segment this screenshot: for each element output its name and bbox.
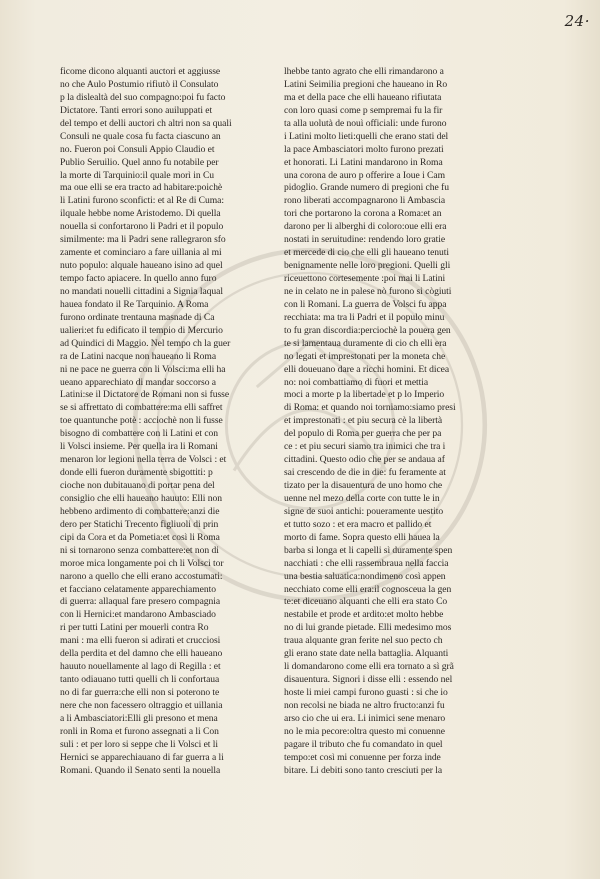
text-line: nestabile et prode et ardito:et molto hebbe (284, 609, 444, 621)
text-line: disauentura. Signori i disse elli : essendo nel (284, 674, 453, 686)
text-line: consiglio che elli haueano hauuto: Elli non (60, 492, 222, 504)
text-line: rono liberati accompagnarono li Ambascia (284, 195, 446, 207)
text-line: con li Romani. La guerra de Volsci fu appa (284, 298, 447, 310)
text-line: no le mia pecore:oltra questo mi conuenne (284, 725, 445, 737)
text-line: ad Quindici di Maggio. Nel tempo ch la guer (60, 337, 231, 349)
text-line: a li Ambasciatori:Elli gli presono et mena (60, 712, 218, 724)
text-line: del tempo et delli auctori ch altri non sa quali (60, 117, 232, 129)
text-line: no di far guerra:che elli non si poterono te (60, 687, 220, 698)
text-line: cioche non dubitauano di portar pena del (60, 480, 215, 491)
text-line: pidoglio. Grande numero di pregioni che fu (284, 182, 449, 194)
text-line: bitare. Li debiti sono tanto cresciuti per la (284, 764, 443, 776)
text-line: gli erano state date nella battaglia. Alquanti (284, 648, 449, 660)
text-line: ueano apparechiato di mandar soccorso a (60, 376, 217, 388)
text-line: p la dislealtà del suo compagno:poi fu facto (60, 91, 226, 103)
text-line: no mandati nouelli cittadini a Signia laqual (60, 285, 223, 297)
text-line: ilquale hebbe nome Aristodemo. Di quella (60, 208, 221, 220)
text-line: non recolsi ne biada ne altro fructo:anzi fu (284, 699, 445, 711)
text-line: li Latini furono sconficti: et al Re di Cuma: (60, 195, 225, 207)
text-line: nacchiati : che elli rassembraua nella faccia (284, 557, 449, 569)
text-line: ra de Latini nacque non haueano li Roma (60, 350, 217, 362)
text-line: necchiato come elli era:il cognosceua la gen (284, 583, 452, 595)
text-line: tempo facto apiacere. In quello anno furo (60, 273, 217, 284)
text-column-left (60, 66, 260, 778)
text-line: no: noi combattiamo di fuori et mettia (284, 376, 429, 388)
text-line: li Volsci insieme. Per quella ira li Romani (60, 441, 218, 453)
text-line: nouella si confortarono li Padri et il populo (60, 221, 224, 233)
text-line: la morte di Tarquinio:il quale morì in Cu (60, 169, 215, 181)
text-line: Romani. Quando il Senato senti la nouella (60, 764, 221, 776)
text-line: Dictatore. Tanti errori sono auiluppati et (60, 104, 213, 116)
text-line: li domandarono come elli era tornato a sì grã (284, 661, 454, 673)
text-line: morto di fame. Sopra questo elli hauea la (284, 531, 440, 543)
text-line: no di lui grande pietade. Elli medesimo mos (284, 622, 452, 634)
text-line: con loro quasi come p sempremai fu la fir (284, 104, 443, 116)
text-line: ficome dicono alquanti auctori et aggiusse (60, 66, 221, 77)
text-line: hauea fondato il Re Tarquinio. A Roma (60, 298, 209, 310)
text-column-right (284, 66, 492, 778)
text-line: riceuettono cortesemente :poi mai li Latini (284, 273, 446, 284)
text-line: della perdita et del damno che elli haueano (60, 648, 223, 660)
text-line: tempo:et così mi conuenne per forza inde (284, 751, 441, 763)
text-line: to fu gran discordia:perciochè la pouera gen (284, 324, 451, 336)
text-line: ma oue elli se era tracto ad habitare:poichè (60, 182, 223, 194)
text-line: similmente: ma li Padri sene rallegraron sfo (60, 234, 226, 246)
text-line: cipi da Cora et da Pometia:et così li Roma (60, 531, 220, 543)
text-line: et facciano celatamente apparechiamento (60, 583, 216, 595)
text-line: ualieri:et fu edificato il tempio di Mercurio (60, 324, 223, 336)
text-line: et tutto sozo : et era macro et pallido et (284, 518, 432, 530)
text-line: Publio Seruilio. Quel anno fu notabile per (60, 156, 219, 168)
text-line: una corona de auro p offerire a Ioue i Cam (284, 169, 446, 181)
text-line: et honorati. Li Latini mandarono in Roma (284, 156, 443, 168)
text-line: di guerra: allaqual fare presero compagnia (60, 596, 221, 608)
text-line: ta alla uolutà de nouì officiali: unde furono (284, 117, 447, 129)
text-line: furono ordinate trentauna masnade di Ca (60, 311, 215, 323)
text-line: tanto odiauano tutti quelli ch li confortaua (60, 674, 220, 686)
text-line: barba si longa et li capelli sì duramente spen (284, 544, 453, 556)
text-line: et mercede di cio che elli gli haueano tenuti (284, 247, 450, 259)
text-line: darono per li alberghi di coloro:oue elli era (284, 221, 447, 233)
text-line: nuto populo: alquale haueano isino ad quel (60, 260, 223, 272)
text-line: te si lamentaua duramente di cio ch elli era (284, 337, 447, 349)
text-line: zamente et cominciaro a fare uillania al mi (60, 247, 222, 259)
text-line: arso cio che ui era. Li inimici sene menaro (284, 712, 446, 724)
text-line: narono a quello che elli erano accostumati: (60, 570, 223, 582)
text-line: menaron lor legioni nella terra de Volsci : et (60, 454, 227, 466)
text-line: te:et diceuano alquanti che elli era stato Co (284, 596, 448, 608)
text-line: benignamente nelle loro pregioni. Quelli gli (284, 260, 451, 272)
text-line: nere che non facessero oltraggio et uillania (60, 699, 223, 711)
text-line: lhebbe tanto agrato che elli rimandarono a (284, 66, 444, 77)
text-line: ri per tutti Latini per mouerli contra Ro (60, 622, 209, 634)
text-line: sai crescendo de die in die: fu feramente at (284, 467, 446, 479)
text-line: ronli in Roma et furono assegnati a li Con (60, 725, 219, 737)
text-line: et imprestonati : et piu secura cè la libertà (284, 415, 443, 427)
text-line: hoste li miei campi furono guasti : si che io (284, 687, 448, 698)
text-line: ma et della pace che elli haueano rifiutata (284, 91, 442, 103)
text-line: bisogno di combattere con li Latini et con (60, 428, 219, 440)
text-line: nostati in seruitudine: rendendo loro gratie (284, 234, 446, 246)
text-line: hauuto nouellamente al lago di Regilla : et (60, 661, 221, 673)
text-line: Latini:se il Dictatore de Romani non si fusse (60, 389, 230, 401)
text-line: no che Aulo Postumio rifiutò il Consulato (60, 78, 219, 90)
text-line: i Latini molto lieti:quelli che erano stati del (284, 130, 449, 142)
text-line: dero per Statichi Trecento figliuoli di prin (60, 518, 219, 530)
text-line: tori che portarono la corona a Roma:et an (284, 208, 442, 220)
text-line: recchiata: ma tra li Padri et il populo minu (284, 311, 445, 323)
text-line: moroe mica longamente poi ch li Volsci tor (60, 557, 224, 569)
folio-number: 24· (564, 12, 590, 30)
text-line: no. Fueron poi Consuli Appio Claudio et (60, 143, 215, 155)
text-line: del populo di Roma per guerra che per pa (284, 428, 442, 440)
text-line: con li Hernici:et mandarono Ambasciado (60, 609, 216, 621)
text-line: ne in celato ne in palese nò furono si cògiuti (284, 285, 452, 297)
text-line: pagare il tributo che fu comandato in quel (284, 738, 443, 750)
text-line: signe de suoi antichi: poueramente uestito (284, 505, 444, 517)
text-line: mani : ma elli fueron si adirati et crucciosi (60, 635, 221, 647)
text-line: la pace Ambasciatori molto furono prezati (284, 143, 444, 155)
text-line: traua alquante gran ferite nel suo pecto ch (284, 635, 443, 647)
text-line: di Roma: et quando noi torniamo:siamo presi (284, 402, 456, 414)
text-line: ce : et piu securi siamo tra inimici che tra i (284, 441, 446, 453)
text-line: ni si tornarono senza combattere:et non di (60, 544, 219, 556)
text-line: suli : et per loro si seppe che li Volsci et li (60, 738, 218, 750)
text-line: moci a morte p la libertade et p lo Imperio (284, 389, 445, 401)
text-line: Consuli ne quale cosa fu facta ciascuno an (60, 130, 221, 142)
text-line: hebbeno ardimento di combattere:anzi die (60, 505, 220, 517)
text-line: no legati et imprestonati per la moneta che (284, 350, 446, 362)
text-line: ni ne pace ne guerra con li Volsci:ma elli ha (60, 363, 226, 375)
text-line: se si affrettato di combattere:ma elli saffret (60, 402, 223, 414)
text-line: uenne nel mezo della corte con tutte le in (284, 492, 440, 504)
text-line: Latini Seimilia pregioni che haueano in Ro (284, 78, 448, 90)
text-line: elli doueuano dare a ricchi homini. Et dicea (284, 363, 450, 375)
text-line: Hernici se apparechiauano di far guerra a li (60, 751, 224, 763)
text-line: toe quantunche potè : acciochè non li fusse (60, 415, 223, 427)
text-line: cittadini. Questo odio che per se andaua af (284, 454, 445, 466)
text-line: donde elli fueron duramente sbigottiti: p (60, 467, 213, 479)
text-line: una bestia saluatica:nondimeno così appen (284, 570, 446, 582)
text-line: tizato per la disauentura de uno homo che (284, 480, 443, 491)
